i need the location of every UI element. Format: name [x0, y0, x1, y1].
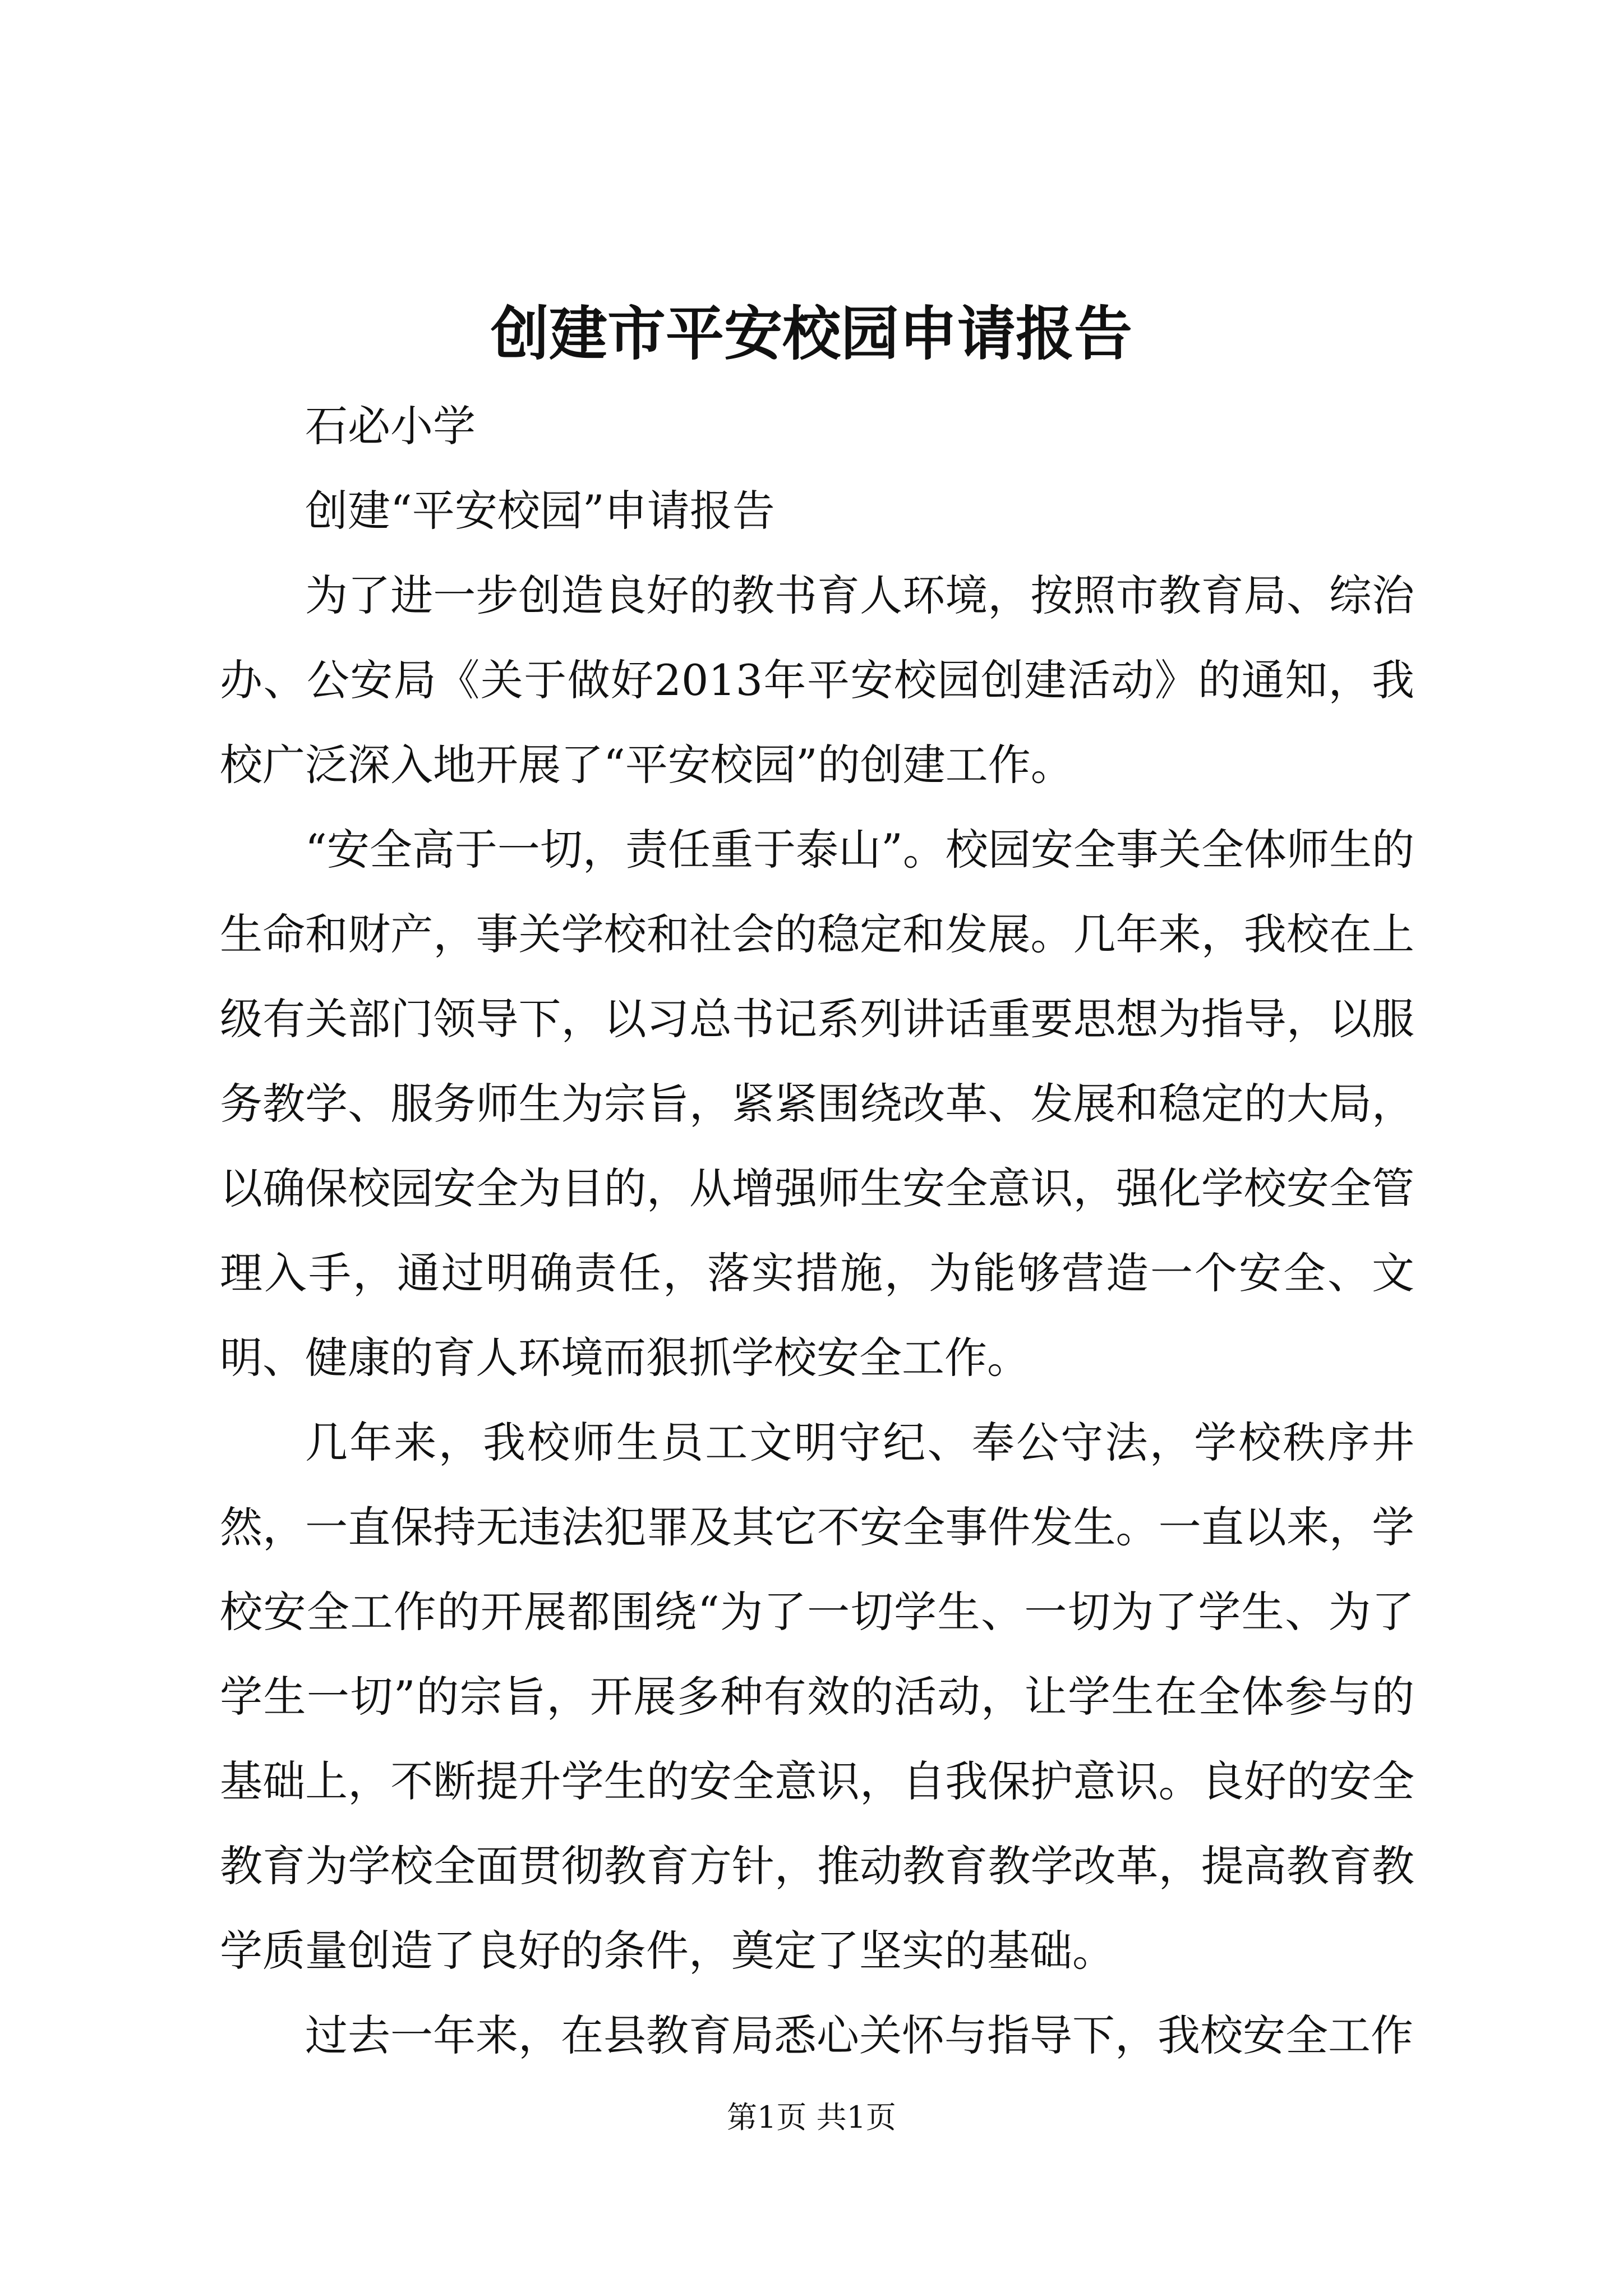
document-body — [220, 384, 1414, 2078]
body-paragraph: 为了进一步创造良好的教书育人环境，按照市教育局、综治办、公安局《关于做好2013年平安校园创建活动》的通知，我校广泛深入地开展了“平安校园”的创建工作。 — [220, 570, 1414, 790]
report-subtitle: 创建“平安校园”申请报告 — [305, 486, 775, 536]
body-paragraph: 几年来，我校师生员工文明守纪、奉公守法，学校秩序井然，一直保持无违法犯罪及其它不安全事件发生。一直以来，学校安全工作的开展都围绕“为了一切学生、一切为了学生、为了学生一切”的宗旨，开展多种有效的活动，让学生在全体参与的基础上，不断提升学生的安全意识，自我保护意识。良好的安全教育为学校全面贯彻教育方针，推动教育教学改革，提高教育教学质量创造了良好的条件，奠定了坚实的基础。 — [220, 1418, 1414, 1976]
school-name: 石必小学 — [305, 401, 476, 451]
body-paragraph: “安全高于一切，责任重于泰山”。校园安全事关全体师生的生命和财产，事关学校和社会的稳定和发展。几年来，我校在上级有关部门领导下，以习总书记系列讲话重要思想为指导，以服务教学、服务师生为宗旨，紧紧围绕改革、发展和稳定的大局，以确保校园安全为目的，从增强师生安全意识，强化学校安全管理入手，通过明确责任，落实措施，为能够营造一个安全、文明、健康的育人环境而狠抓学校安全工作。 — [220, 825, 1414, 1383]
body-paragraph: 过去一年来，在县教育局悉心关怀与指导下，我校安全工作 — [305, 2010, 1413, 2060]
document-title: 创建市平安校园申请报告 — [490, 299, 1132, 368]
page-footer: 第1页 共1页 — [727, 2100, 896, 2135]
